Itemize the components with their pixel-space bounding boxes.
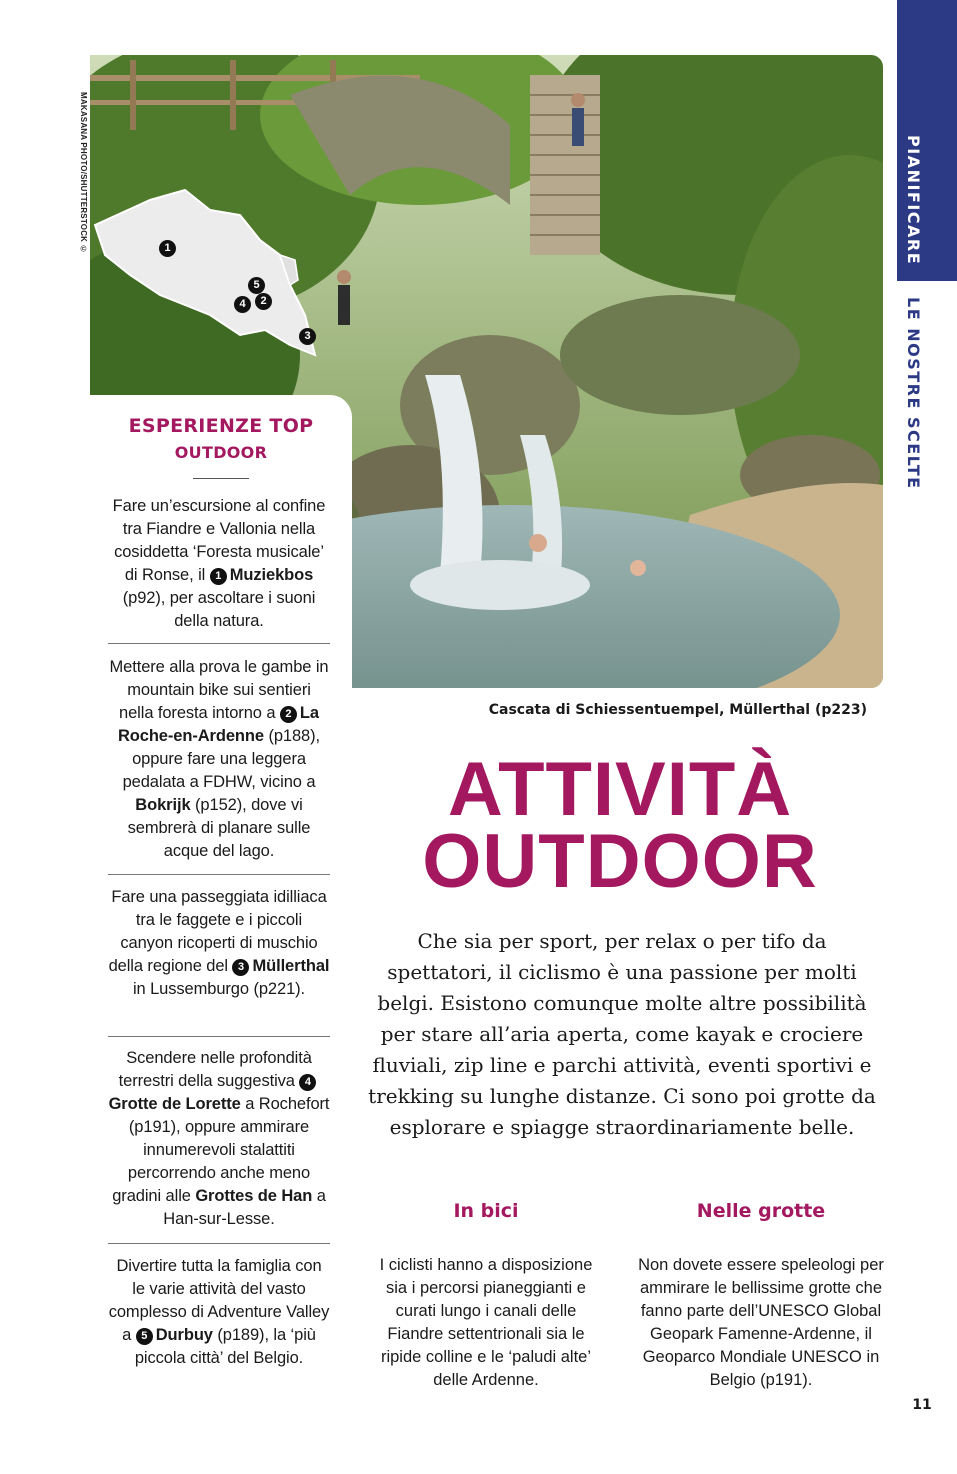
item-text: Fare una passeggiata idilliaca tra le faggete e i piccoli canyon ricoperti di muschio della regione del <box>108 888 327 975</box>
place-name: Durbuy <box>155 1326 213 1344</box>
item-text: a Rochefort (p191), oppure ammirare innumerevoli stalattiti percorrendo anche meno gradini alle <box>112 1095 330 1205</box>
item-text: Scendere nelle profondità terrestri della suggestiva <box>118 1049 312 1090</box>
headline-line-1: ATTIVITÀ <box>447 747 793 832</box>
item-text: (p188), oppure fare una leggera pedalata a FDHW, vicino a <box>122 727 321 791</box>
subsection-label: LE NOSTRE SCELTE <box>904 297 923 490</box>
item-text: (p189), la ‘più piccola città’ del Belgio. <box>134 1326 316 1367</box>
column-text-caves: Non dovete essere speleologi per ammirare le bellissime grotte che fanno parte dell’UNESCO Global Geopark Famenne-Ardenne, il Geoparco Mondiale UNESCO in Belgio (p191). <box>638 1256 884 1389</box>
map-marker-5: 5 <box>248 277 265 294</box>
map-marker-1: 1 <box>159 240 176 257</box>
column-heading-caves: Nelle grotte <box>696 1200 826 1222</box>
place-name: Grottes de Han <box>195 1187 313 1205</box>
place-name: Bokrijk <box>135 796 191 814</box>
divider <box>108 1036 330 1037</box>
column-heading-bike: In bici <box>453 1200 519 1222</box>
item-text: Fare un’escursione al confine tra Fiandre e Vallonia nella cosiddetta ‘Foresta musicale’ di Ronse, il <box>112 497 326 584</box>
photo-caption: Cascata di Schiessentuempel, Müllerthal (p223) <box>488 702 867 718</box>
marker-1-icon: 1 <box>210 568 227 585</box>
photo-credit: MAKASANA PHOTO/SHUTTERSTOCK © <box>79 92 88 254</box>
page-number: 11 <box>912 1397 932 1413</box>
item-text: in Lussemburgo (p221). <box>132 980 306 998</box>
experience-item-5 <box>108 1255 330 1370</box>
divider <box>108 874 330 875</box>
place-name: Müllerthal <box>252 957 330 975</box>
divider <box>108 1243 330 1244</box>
map-marker-4: 4 <box>234 296 251 313</box>
experience-item-1 <box>108 495 330 633</box>
marker-3-icon: 3 <box>232 959 249 976</box>
item-text: Mettere alla prova le gambe in mountain bike sui sentieri nella foresta intorno a <box>109 658 329 722</box>
place-name: Grotte de Lorette <box>108 1095 241 1113</box>
map-marker-3: 3 <box>299 328 316 345</box>
map-marker-2: 2 <box>255 293 272 310</box>
headline-line-2: OUTDOOR <box>422 819 818 904</box>
section-tab-label: PIANIFICARE <box>904 135 923 266</box>
panel-subtitle: OUTDOOR <box>174 443 268 462</box>
experience-item-3 <box>108 886 330 1001</box>
panel-title: ESPERIENZE TOP <box>128 415 314 437</box>
marker-2-icon: 2 <box>280 706 297 723</box>
place-name: La Roche-en-Ardenne <box>117 704 319 745</box>
item-text: Divertire tutta la famiglia con le varie attività del vasto complesso di Adventure Valley a <box>108 1257 330 1344</box>
item-text: (p92), per ascoltare i suoni della natura. <box>122 589 316 630</box>
title-divider <box>193 478 249 479</box>
column-text-bike: I ciclisti hanno a disposizione sia i percorsi pianeggianti e curati lungo i canali delle Fiandre settentrionali sia le ripide colline e le ‘paludi alte’ delle Ardenne. <box>379 1256 593 1389</box>
experience-item-4 <box>108 1047 330 1231</box>
experience-item-2 <box>108 656 330 863</box>
intro-paragraph: Che sia per sport, per relax o per tifo da spettatori, il ciclismo è una passione per molti belgi. Esistono comunque molte altre possibilità per stare all’aria aperta, come kayak e crociere fluviali, zip line e parchi attività, eventi sportivi e trekking su lunghe distanze. Ci sono poi grotte da esplorare e spiagge straordinariamente belle. <box>368 929 876 1139</box>
item-text: (p152), dove vi sembrerà di planare sulle acque del lago. <box>127 796 311 860</box>
marker-5-icon: 5 <box>136 1328 153 1345</box>
place-name: Muziekbos <box>229 566 314 584</box>
marker-4-icon: 4 <box>299 1074 316 1091</box>
item-text: a Han-sur-Lesse. <box>163 1187 326 1228</box>
divider <box>108 643 330 644</box>
